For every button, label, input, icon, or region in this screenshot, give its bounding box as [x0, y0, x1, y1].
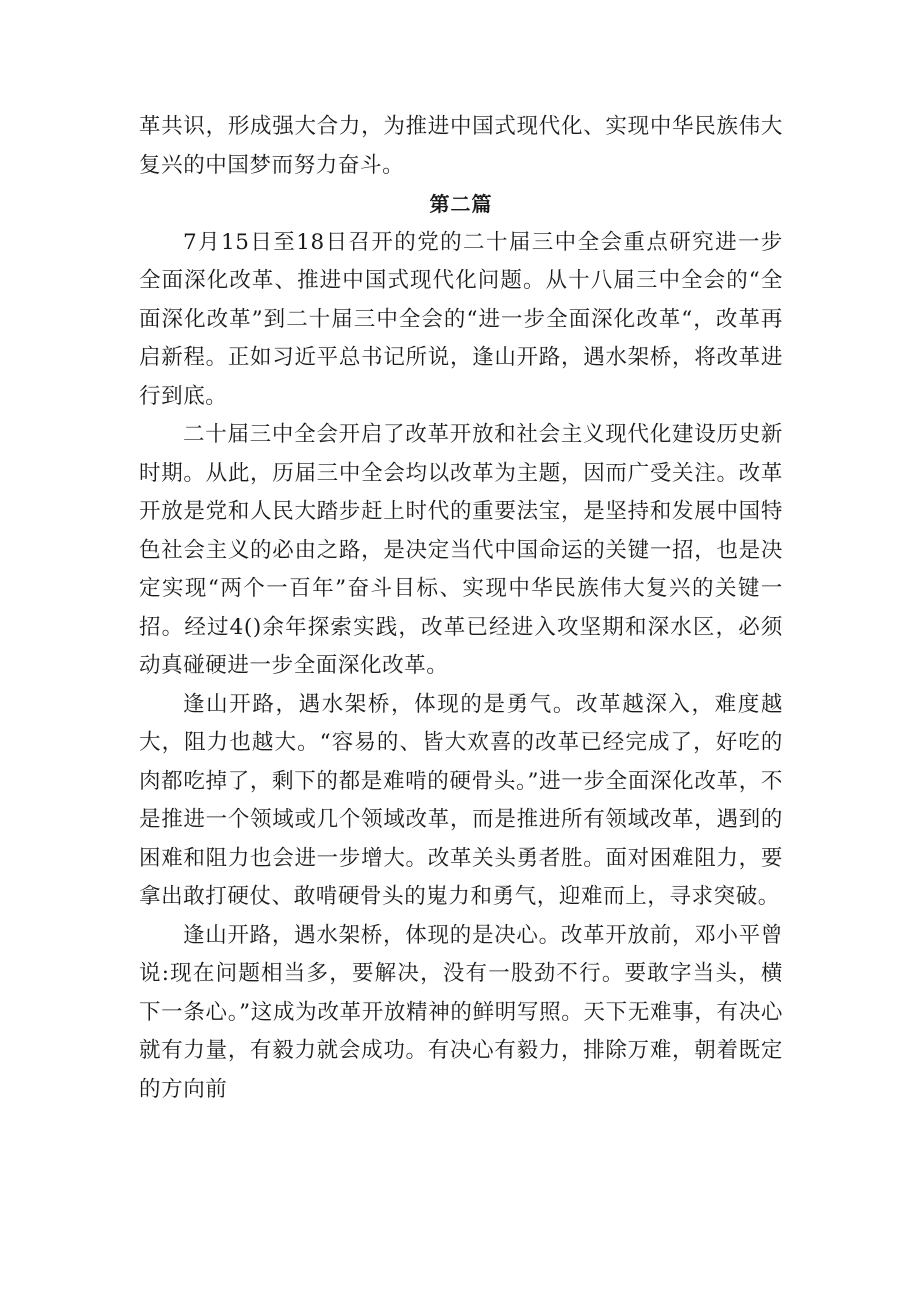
- paragraph-2: 二十届三中全会开启了改革开放和社会主义现代化建设历史新时期。从此，历届三中全会均以改革为主题，因而广受关注。改革开放是党和人民大踏步赶上时代的重要法宝，是坚持和发展中国特色社会主义的必由之路，是决定当代中国命运的关键一招，也是决定实现“两个一百年”奋斗目标、实现中华民族伟大复兴的关键一招。经过4()余年探索实践，改革已经进入攻坚期和深水区，必须动真碰硬进一步全面深化改革。: [139, 422, 783, 678]
- paragraph-1: 7月15日至18日召开的党的二十届三中全会重点研究进一步全面深化改革、推进中国式现代化问题。从十八届三中全会的“全面深化改革”到二十届三中全会的“进一步全面深化改革“，改革再启新程。正如习近平总书记所说，逢山开路，遇水架桥，将改革进行到底。: [139, 229, 783, 409]
- document-body: [139, 108, 783, 1109]
- continuation-paragraph: 革共识，形成强大合力，为推进中国式现代化、实现中华民族伟大复兴的中国梦而努力奋斗。: [139, 114, 783, 178]
- paragraph-3: 逢山开路，遇水架桥，体现的是勇气。改革越深入，难度越大，阻力也越大。“容易的、皆大欢喜的改革已经完成了，好吃的肉都吃掉了，剩下的都是难啃的硬骨头。”进一步全面深化改革，不是推进一个领域或几个领域改革，而是推进所有领域改革，遇到的困难和阻力也会进一步增大。改革关头勇者胜。面对困难阻力，要拿出敢打硬仗、敢啃硬骨头的嵬力和勇气，迎难而上，寻求突破。: [139, 691, 783, 909]
- paragraph-4: 逢山开路，遇水架桥，体现的是决心。改革开放前，邓小平曾说:现在问题相当多，要解决，没有一股劲不行。要敢字当头，横下一条心。”这成为改革开放精神的鲜明写照。天下无难事，有决心就有力量，有毅力就会成功。有决心有毅力，排除万难，朝着既定的方向前: [139, 922, 783, 1102]
- section-title: 第二篇: [429, 192, 493, 216]
